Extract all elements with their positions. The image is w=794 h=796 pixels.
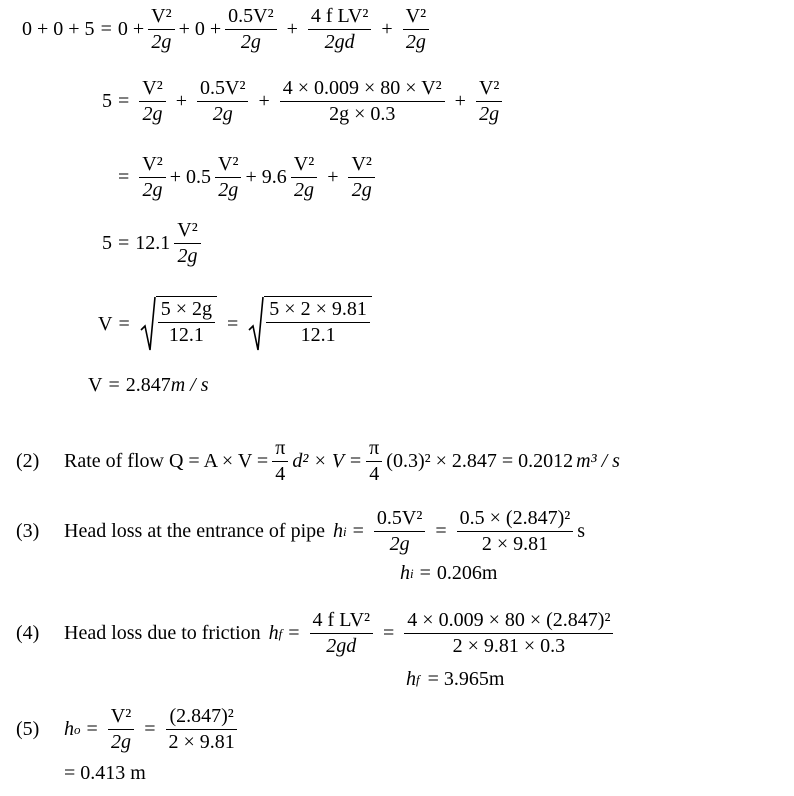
equation-3 — [118, 154, 379, 201]
plus: + — [286, 18, 298, 40]
equals: = — [227, 312, 239, 335]
head-loss-symbol: h — [333, 520, 344, 542]
fraction: $\frac{\text{0.5 × (2.847)²}}{2 \times 9.81}$ — [457, 508, 574, 555]
equation-5 — [98, 296, 376, 352]
fraction: $\frac{\text{V²}}{2g}$ — [476, 78, 502, 125]
fraction: $\frac{\text{V²}}{2g}$ — [108, 706, 134, 753]
fraction: $\frac{\pi}{4}$ — [272, 438, 288, 485]
friction-loss-value: = 3.965m — [427, 668, 505, 690]
exit-loss-value: = 0.413 m — [64, 762, 146, 784]
step-2-term: (0.3)² × 2.847 = 0.2012 — [386, 450, 574, 472]
fraction: V² 2g — [291, 154, 317, 201]
eq1-lhs: 0 + 0 + 5 — [22, 18, 95, 40]
fraction: $\frac{\text{V²}}{2g}$ — [139, 154, 165, 201]
fraction: $\frac{\text{4 × 0.009 × 80 × (2.847)²}}{2 \times 9.81 \times 0.3}$ — [404, 610, 613, 657]
step-number: (4) — [16, 622, 40, 644]
plus: + — [454, 90, 466, 112]
coefficient: 12.1 — [135, 232, 171, 254]
velocity-unit: m / s — [170, 374, 209, 396]
step-3: (3) Head loss at the entrance of pipe h i = $\frac{\text{0.5V²}}{2g}$ = $\frac{\text{0.5 × (2.847)²}}{2 \times 9.81}$ s — [16, 507, 586, 555]
equals: = — [352, 520, 364, 542]
step-2 — [16, 438, 620, 485]
equals: = — [419, 562, 431, 584]
equation-6 — [88, 374, 209, 397]
plus: + — [258, 90, 270, 112]
coefficient: + 9.6 — [245, 166, 287, 188]
equals: = — [86, 718, 98, 740]
step-number: (5) — [16, 718, 40, 740]
eq1-term: + 0 + — [178, 18, 222, 40]
plus: + — [175, 90, 188, 112]
fraction: $\frac{\text{4 f LV²}}{2gd}$ — [308, 6, 371, 53]
equals: = — [144, 718, 156, 740]
eq2-lhs: 5 — [102, 90, 112, 112]
fraction: $\frac{\text{(2.847)²}}{2 \times 9.81}$ — [166, 706, 238, 753]
step-4-text: Head loss due to friction — [64, 622, 261, 644]
step-5: (5) h o = $\frac{\text{V²}}{2g}$ = $\frac{\text{(2.847)²}}{2 \times 9.81}$ — [16, 706, 242, 753]
equals: = — [118, 232, 130, 254]
step-2-text: Rate of flow Q = A × V = — [64, 450, 269, 472]
step-3-tail: s — [577, 520, 586, 542]
plus: + — [381, 18, 393, 40]
step-number: (2) — [16, 450, 40, 472]
equals: = — [108, 374, 120, 396]
step-3-result: h i = 0.206m — [400, 562, 498, 584]
equals: = — [118, 312, 130, 335]
equals: = — [100, 18, 112, 40]
equation-2 — [102, 78, 506, 125]
fraction: $\frac{\text{4 × 0.009 × 80 × V²}}{2g \times 0.3}$ — [280, 78, 445, 125]
velocity-value: 2.847 — [125, 374, 171, 396]
eq4-lhs: 5 — [102, 232, 112, 254]
fraction: $\frac{\text{0.5V²}}{2g}$ — [374, 508, 425, 555]
fraction: $\frac{\text{V²}}{2g}$ — [403, 6, 429, 53]
coefficient: + 0.5 — [169, 166, 212, 188]
entrance-loss-value: 0.206m — [436, 562, 498, 584]
eq1-term: 0 + — [117, 18, 145, 40]
equals: = — [435, 520, 447, 542]
square-root-icon: 5 × 2 × 9.81 12.1 — [248, 296, 372, 352]
exit-loss-symbol: h — [64, 718, 74, 740]
square-root-icon: 5 × 2g 12.1 — [140, 296, 217, 352]
fraction: $\frac{\text{0.5V²}}{2g}$ — [225, 6, 276, 53]
plus: + — [327, 166, 339, 188]
equation-1 — [22, 6, 433, 53]
flow-unit: m³ / s — [576, 450, 620, 472]
friction-loss-symbol: h — [268, 622, 279, 644]
eq5-lhs: V — [98, 312, 113, 335]
fraction: V² 2g — [215, 154, 241, 201]
step-number: (3) — [16, 520, 40, 542]
fraction: $\frac{\text{V²}}{2g}$ — [139, 78, 165, 125]
step-2-term: d² × V = — [292, 450, 363, 472]
equals: = — [118, 166, 130, 188]
fraction: $\frac{\text{4 f LV²}}{2gd}$ — [310, 610, 373, 657]
fraction: $\frac{\text{0.5V²}}{2g}$ — [197, 78, 248, 125]
step-4: (4) Head loss due to friction h f = $\frac{\text{4 f LV²}}{2gd}$ = $\frac{\text{4 × 0.009 × 80 × (2.847)²}}{2 \times 9.81 \times 0.3}$ — [16, 610, 617, 657]
fraction: $\frac{\text{V²}}{2g}$ — [348, 154, 374, 201]
fraction: V² 2g — [174, 220, 200, 267]
step-3-text: Head loss at the entrance of pipe — [64, 520, 326, 542]
equals: = — [383, 622, 395, 644]
equals: = — [118, 90, 130, 112]
equals: = — [288, 622, 300, 644]
eq6-lhs: V — [88, 374, 103, 396]
equation-4 — [102, 220, 205, 267]
step-4-result: h f = 3.965m — [406, 668, 505, 690]
step-5-result — [64, 762, 146, 785]
fraction: $\frac{\text{V²}}{2g}$ — [148, 6, 174, 53]
fraction: $\frac{\pi}{4}$ — [366, 438, 382, 485]
